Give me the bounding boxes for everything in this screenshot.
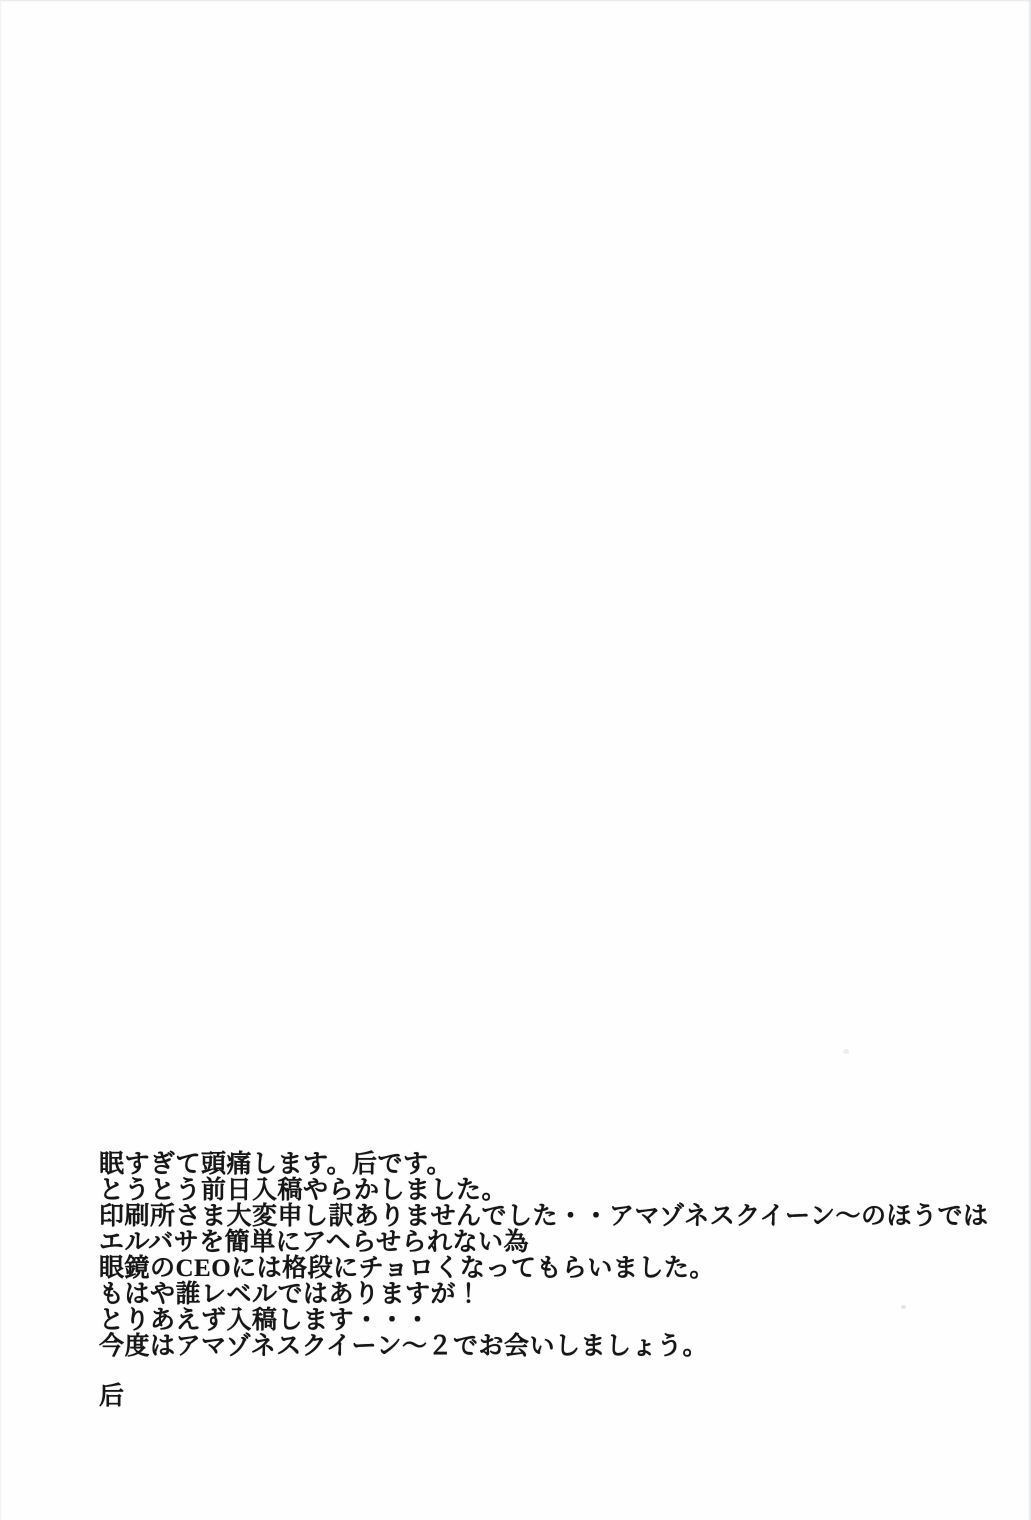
scan-edge-top bbox=[0, 0, 1031, 2]
afterword-line-5: 眼鏡のCEOには格段にチョロくなってもらいました。 bbox=[99, 1255, 715, 1282]
afterword-line-7: とりあえず入稿します・・・ bbox=[99, 1307, 431, 1334]
afterword-line-8: 今度はアマゾネスクイーン～２でお会いしましょう。 bbox=[99, 1333, 709, 1360]
scan-speckle bbox=[843, 1049, 849, 1054]
afterword-text-block bbox=[99, 1152, 999, 1410]
scan-edge-left bbox=[0, 0, 2, 1520]
afterword-line-4: エルバサを簡単にアヘらせられない為 bbox=[99, 1229, 530, 1256]
author-signature: 后 bbox=[99, 1383, 125, 1410]
afterword-line-2: とうとう前日入稿やらかしました。 bbox=[99, 1177, 508, 1204]
afterword-line-1: 眠すぎて頭痛します。后です。 bbox=[99, 1151, 453, 1178]
afterword-line-6: もはや誰レベルではありますが！ bbox=[99, 1281, 482, 1308]
afterword-line-3: 印刷所さま大変申し訳ありませんでした・・アマゾネスクイーン～のほうでは bbox=[99, 1203, 989, 1230]
